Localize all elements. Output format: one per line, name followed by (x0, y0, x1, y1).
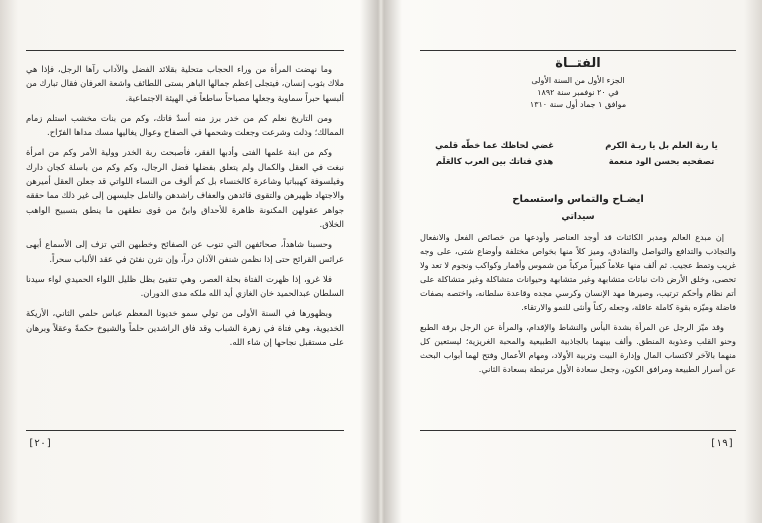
paragraph: وبظهورها في السنة الأولى من تولي سمو خديونا المعظم عباس حلمي الثاني، الأريكة الخديوية، وهي فتاة في زهرة الشباب وقد فاق الراشدين حلماً والشيوخ حكمةً وعقلاً وبرهان على مستقبل نجاحها إن شاء الله. (26, 308, 344, 348)
issue-date-hijri: موافق ١ جماد أول سنة ١٣١٠ (529, 100, 627, 109)
paragraph: فلا غرو، إذا ظهرت الفتاة بحلة العصر، وهي تتفيئ بظل ظليل اللواء الحميدي لواء سيدنا السلطان عبدالحميد خان الغازي أيد الله ملكه مدى الدوران. (26, 273, 344, 299)
masthead (420, 56, 736, 111)
issue-date-gregorian: في ٢٠ نوفمبر سنة ١٨٩٢ (537, 88, 619, 97)
paragraph: وحسبنا شاهداً، صحائفهن التي تنوب عن الصفائح وخطبهن التي تزف إلى الأسماع أبهى عرائس القرائح حتى إذا نظمن شنفن الآذان دراً، وإن نثرن نفثنَ في عقد الألباب سحراً. (26, 239, 344, 264)
paragraph: إن مبدع العالم ومدبر الكائنات قد أوجد العناصر وأودعها من خصائص الفعل والانفعال والتجاذب والتدافع والتواصل والتفادق، وميز كلاً منها بخواص مختلفة وأوضاع شتى، على وجه غريب وتمط عجيب. ثم ألف منها علاماً كبيراً مركباً من شموس وأقمار وكواكب ونجوم لا تعد ولا تحصى، وخلق الأرض ذات نباتات متشابهة وغير متشابهة وحيوانات متشاكلة وغير متشاكلة على أتم نظام وأحكم ترتيب، وصيرها مهد الإنسان وكرسي مجده وقاعدة سلطانه، واختصه بصفات فاضلة وميّزه بقوة كاملة عاقلة، وجعله ركناً وأنثى للنمو والارتقاء. (420, 232, 736, 313)
poem-verse (420, 140, 736, 166)
salutation: سيداتي (561, 212, 595, 222)
paragraph: وكم من ابنة علمها الفتى وأدبها الفقر، فأصبحت ربة الخدر وولية الأمر وكم من امرأة نبغت في العقل والكمال ولم يتعلق بفضلها فضل الرجال، وكم وكم من باسلة كجان دارك وفيلسوفة كهيباتيا وشاعرة كالخنساء بل كم ألوف من النساء اللواتي قد جعلن العقل أميرهن والاجتهاد ظهيرهن والتقوى قائدهن والعفاف راشدهن والتامل جليسهن إلى غير ذلك مما حققه جواهر عقولهن المكنونة ظاهرة للأحداق وابنٌ من قوى نطقهن ما ينطق بتسبيح الواهب الخلاق. (26, 147, 344, 229)
paragraph: وقد ميّز الرجل عن المرأة بشدة البأس والنشاط والإقدام، والمرأة عن الرجل برقة الطبع وحنو القلب وعذوبة المنطق. وألف بينهما بالجاذبية الطبيعية والمحبة الغريزية؛ ليستعين كل منهما بالآخر لاكتساب المال وإدارة البيت وتربية الأولاد، ومهام الأعمال وفتح لهما أبواب البحث عن أسرار الطبيعة ومرافق الكون، وجعل سعادة الأول مرتبطة بسعادة الثاني. (420, 321, 736, 374)
right-page-body (420, 230, 736, 381)
bottom-rule (420, 430, 736, 431)
page-number: [٢٠] (28, 438, 53, 449)
verse-hemistich: غضي لحاظك عما خطّه قلمي (435, 140, 554, 150)
paragraph: ومن التاريخ نعلم كم من خدر برز منه أسدٌ فاتك، وكم من بنات مخشب استلم زمام الممالك؛ وذلت وشرعت وجعلت وشحمها في الصفاح وعوال يغاليها مسك مداها الفرّاح. (26, 112, 344, 138)
article-title: ايضـاح والتماس واستسماح (512, 194, 644, 205)
left-page-body (26, 62, 344, 355)
bottom-rule (26, 430, 344, 431)
top-rule (26, 50, 344, 51)
left-page (26, 44, 344, 463)
right-page (420, 44, 736, 463)
verse-hemistich: هذي فتاتك بين العرب كالعَلَم (435, 156, 554, 166)
magazine-title: الفتــاة (555, 56, 601, 71)
issue-line: الجزء الأول من السنة الأولى (531, 76, 625, 85)
verse-hemistich: تصفحيه بحسن الود منعمة (608, 156, 715, 166)
verse-hemistich: يا ربة العلم بل يا ربـة الكرم (605, 140, 718, 150)
top-rule (420, 50, 736, 51)
page-number: [١٩] (709, 438, 734, 449)
paragraph: وما نهضت المرأة من وراء الحجاب متحلية بقلائد الفضل والآداب رآها الرجل، فإذا هي ملاك بثوب إنسان، فيتجلى إعظم جمالها الباهر بستى اللطائف واشعة العرفان فقال تبارك من ألبسها حبراً سماوية وجعلها مصباحاً ساطعاً في الهيئة الاجتماعية. (26, 64, 344, 103)
